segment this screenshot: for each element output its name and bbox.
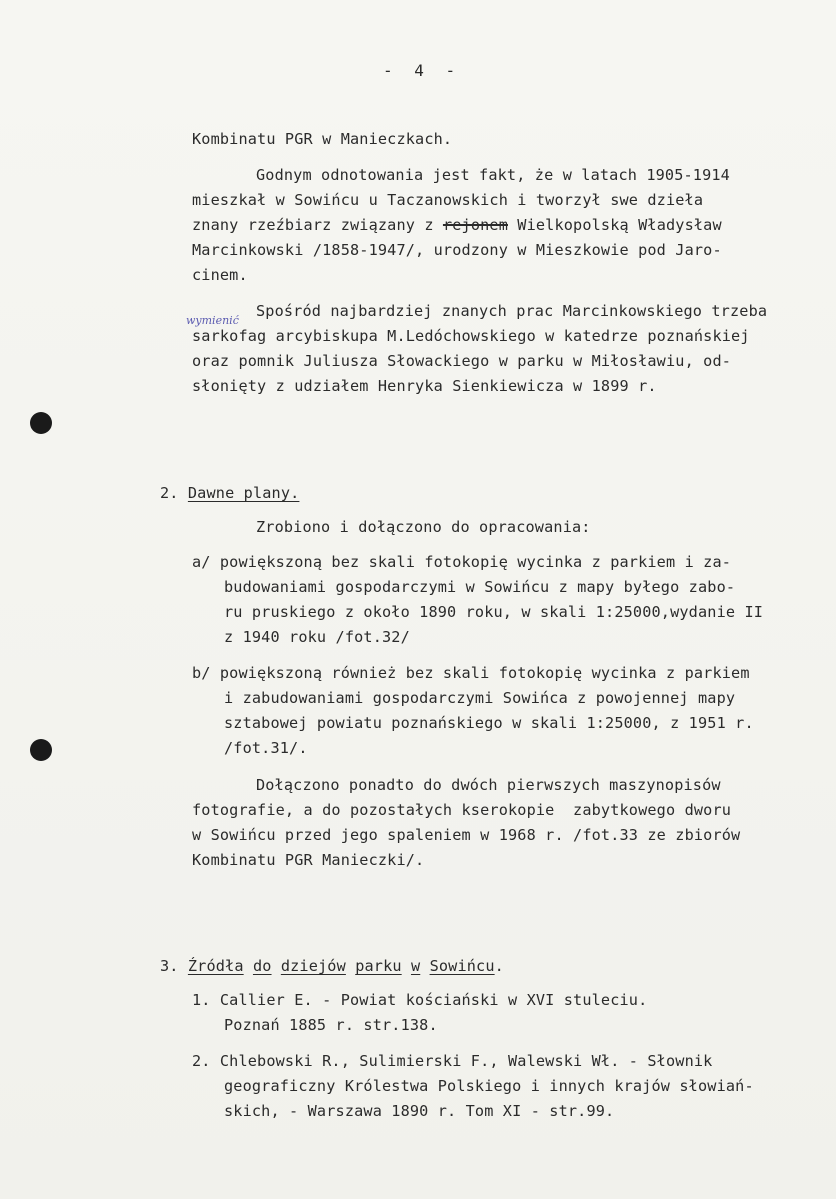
- handwritten-note: wymienić: [186, 314, 239, 327]
- para2-line4: słonięty z udziałem Henryka Sienkiewicza w 1899 r.: [192, 377, 657, 395]
- section3-number: 3.: [160, 957, 179, 975]
- intro-line: Kombinatu PGR w Manieczkach.: [192, 130, 453, 148]
- section3-title-end: .: [494, 957, 504, 975]
- section3-title-word: Sowińcu: [429, 957, 495, 975]
- section3-heading: [160, 957, 504, 975]
- ref2-line1: 2. Chlebowski R., Sulimierski F., Walewski Wł. - Słownik: [192, 1052, 713, 1070]
- item-b-line4: /fot.31/.: [224, 739, 308, 757]
- item-b-line1: b/ powiększoną również bez skali fotokopię wycinka z parkiem: [192, 664, 750, 682]
- punch-hole-bottom: [30, 739, 52, 761]
- section2-heading: [160, 484, 299, 502]
- section2-title: Dawne plany.: [187, 484, 300, 502]
- para1-line1: Godnym odnotowania jest fakt, że w latach 1905-1914: [256, 166, 730, 184]
- page-number: - 4 -: [383, 61, 462, 80]
- section2-intro: Zrobiono i dołączono do opracowania:: [256, 518, 591, 536]
- item-a-line1: a/ powiększoną bez skali fotokopię wycinka z parkiem i za-: [192, 553, 732, 571]
- section2-para-line2: fotografie, a do pozostałych kserokopie zabytkowego dworu: [192, 801, 732, 819]
- section3-title-word: w: [410, 957, 421, 975]
- para1-line3-start: znany rzeźbiarz związany z: [192, 216, 443, 234]
- punch-hole-top: [30, 412, 52, 434]
- ref2-line2: geograficzny Królestwa Polskiego i innych krajów słowiań-: [224, 1077, 754, 1095]
- section3-title-word: dziejów: [280, 957, 346, 975]
- section2-number: 2.: [160, 484, 179, 502]
- para1-line3: [192, 216, 722, 234]
- item-a-line2: budowaniami gospodarczymi w Sowińcu z mapy byłego zabo-: [224, 578, 736, 596]
- para2-line3: oraz pomnik Juliusza Słowackiego w parku w Miłosławiu, od-: [192, 352, 732, 370]
- section2-para-line3: w Sowińcu przed jego spaleniem w 1968 r. /fot.33 ze zbiorów: [192, 826, 741, 844]
- section3-title-word: parku: [355, 957, 402, 975]
- section3-title-word: Źródła: [187, 957, 244, 975]
- item-b-line3: sztabowej powiatu poznańskiego w skali 1:25000, z 1951 r.: [224, 714, 754, 732]
- item-a-line4: z 1940 roku /fot.32/: [224, 628, 410, 646]
- section2-para-line4: Kombinatu PGR Manieczki/.: [192, 851, 425, 869]
- para1-line3-end: Wielkopolską Władysław: [508, 216, 722, 234]
- section3-title-word: do: [252, 957, 272, 975]
- item-b-line2: i zabudowaniami gospodarczymi Sowińca z powojennej mapy: [224, 689, 736, 707]
- section2-para-line1: Dołączono ponadto do dwóch pierwszych maszynopisów: [256, 776, 721, 794]
- ref1-line2: Poznań 1885 r. str.138.: [224, 1016, 438, 1034]
- ref2-line3: skich, - Warszawa 1890 r. Tom XI - str.99.: [224, 1102, 615, 1120]
- struck-word: rejonem: [442, 216, 508, 234]
- para1-line2: mieszkał w Sowińcu u Taczanowskich i tworzył swe dzieła: [192, 191, 704, 209]
- ref1-line1: 1. Callier E. - Powiat kościański w XVI stuleciu.: [192, 991, 648, 1009]
- para2-line2: sarkofag arcybiskupa M.Ledóchowskiego w katedrze poznańskiej: [192, 327, 750, 345]
- para1-line5: cinem.: [192, 266, 248, 284]
- para2-line1: Spośród najbardziej znanych prac Marcinkowskiego trzeba: [256, 302, 768, 320]
- para1-line4: Marcinkowski /1858-1947/, urodzony w Mieszkowie pod Jaro-: [192, 241, 722, 259]
- item-a-line3: ru pruskiego z około 1890 roku, w skali 1:25000,wydanie II: [224, 603, 764, 621]
